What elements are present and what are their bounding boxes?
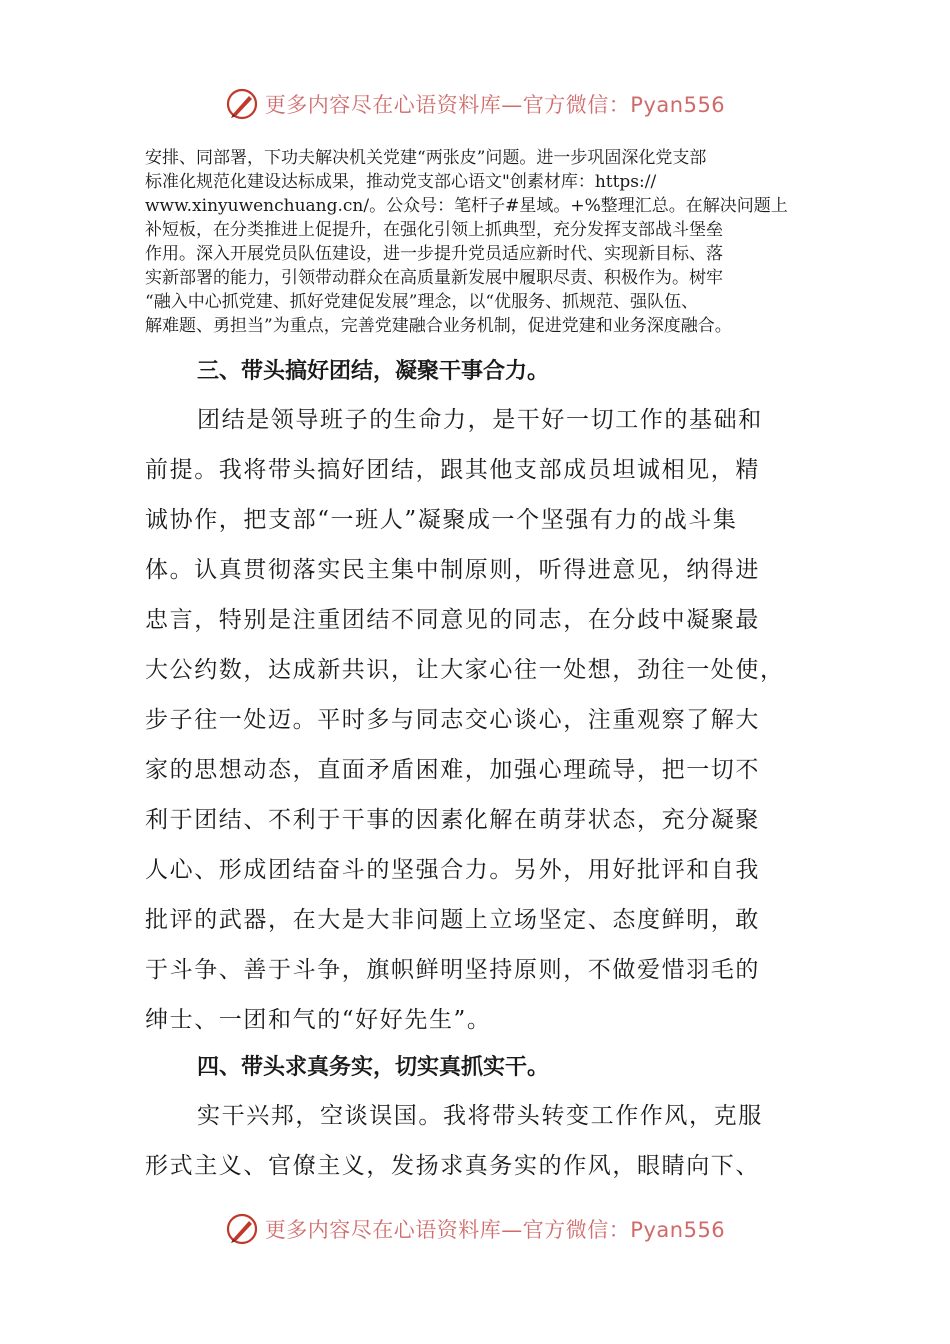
section-3-heading: 三、带头搞好团结，凝聚干事合力。 xyxy=(197,359,550,384)
intro-line: 安排、同部署，下功夫解决机关党建“两张皮”问题。进一步巩固深化党支部 xyxy=(145,148,707,168)
intro-line: 实新部署的能力，引领带动群众在高质量新发展中履职尽责、积极作为。树牢 xyxy=(145,268,723,288)
pen-circle-logo-icon xyxy=(225,1212,259,1246)
section-4-heading: 四、带头求真务实，切实真抓实干。 xyxy=(197,1055,550,1080)
paragraph-line: 团结是领导班子的生命力，是干好一切工作的基础和 xyxy=(197,407,763,433)
paragraph-line: 形式主义、官僚主义，发扬求真务实的作风，眼睛向下、 xyxy=(145,1153,760,1179)
section-4-paragraph xyxy=(145,1091,815,1191)
paragraph-line: 人心、形成团结奋斗的坚强合力。另外，用好批评和自我 xyxy=(145,857,760,883)
intro-line: 解难题、勇担当”为重点，完善党建融合业务机制，促进党建和业务深度融合。 xyxy=(145,316,732,336)
intro-line: “融入中心抓党建、抓好党建促发展”理念，以“优服务、抓规范、强队伍、 xyxy=(145,292,699,312)
footer-watermark-banner xyxy=(0,1207,950,1251)
paragraph-line: 绅士、一团和气的“好好先生”。 xyxy=(145,1007,492,1033)
paragraph-line: 批评的武器，在大是大非问题上立场坚定、态度鲜明，敢 xyxy=(145,907,760,933)
paragraph-line: 于斗争、善于斗争，旗帜鲜明坚持原则，不做爱惜羽毛的 xyxy=(145,957,760,983)
intro-line: 补短板，在分类推进上促提升，在强化引领上抓典型，充分发挥支部战斗堡垒 xyxy=(145,220,723,240)
intro-line: www.xinyuwenchuang.cn/。公众号：笔杆子#星域。+%整理汇总。在解决问题上 xyxy=(145,196,788,216)
paragraph-line: 忠言，特别是注重团结不同意见的同志，在分歧中凝聚最 xyxy=(145,607,760,633)
paragraph-line: 家的思想动态，直面矛盾困难，加强心理疏导，把一切不 xyxy=(145,757,760,783)
pen-circle-logo-icon xyxy=(225,87,259,121)
intro-paragraph xyxy=(145,146,815,338)
paragraph-line: 诚协作，把支部“一班人”凝聚成一个坚强有力的战斗集 xyxy=(145,507,738,533)
section-3-paragraph xyxy=(145,395,815,1045)
paragraph-line: 利于团结、不利于干事的因素化解在萌芽状态，充分凝聚 xyxy=(145,807,760,833)
banner-text: 更多内容尽在心语资料库—官方微信：Pyan556 xyxy=(264,93,726,117)
paragraph-line: 实干兴邦，空谈误国。我将带头转变工作作风，克服 xyxy=(197,1103,763,1129)
intro-line: 标准化规范化建设达标成果，推动党支部心语文"创素材库：https:// xyxy=(145,172,657,192)
paragraph-line: 前提。我将带头搞好团结，跟其他支部成员坦诚相见，精 xyxy=(145,457,760,483)
paragraph-line: 体。认真贯彻落实民主集中制原则，听得进意见，纳得进 xyxy=(145,557,760,583)
intro-line: 作用。深入开展党员队伍建设，进一步提升党员适应新时代、实现新目标、落 xyxy=(145,244,723,264)
banner-text: 更多内容尽在心语资料库—官方微信：Pyan556 xyxy=(264,1218,726,1242)
header-watermark-banner xyxy=(0,82,950,126)
paragraph-line: 步子往一处迈。平时多与同志交心谈心，注重观察了解大 xyxy=(145,707,760,733)
paragraph-line: 大公约数，达成新共识，让大家心往一处想，劲往一处使， xyxy=(145,657,785,683)
